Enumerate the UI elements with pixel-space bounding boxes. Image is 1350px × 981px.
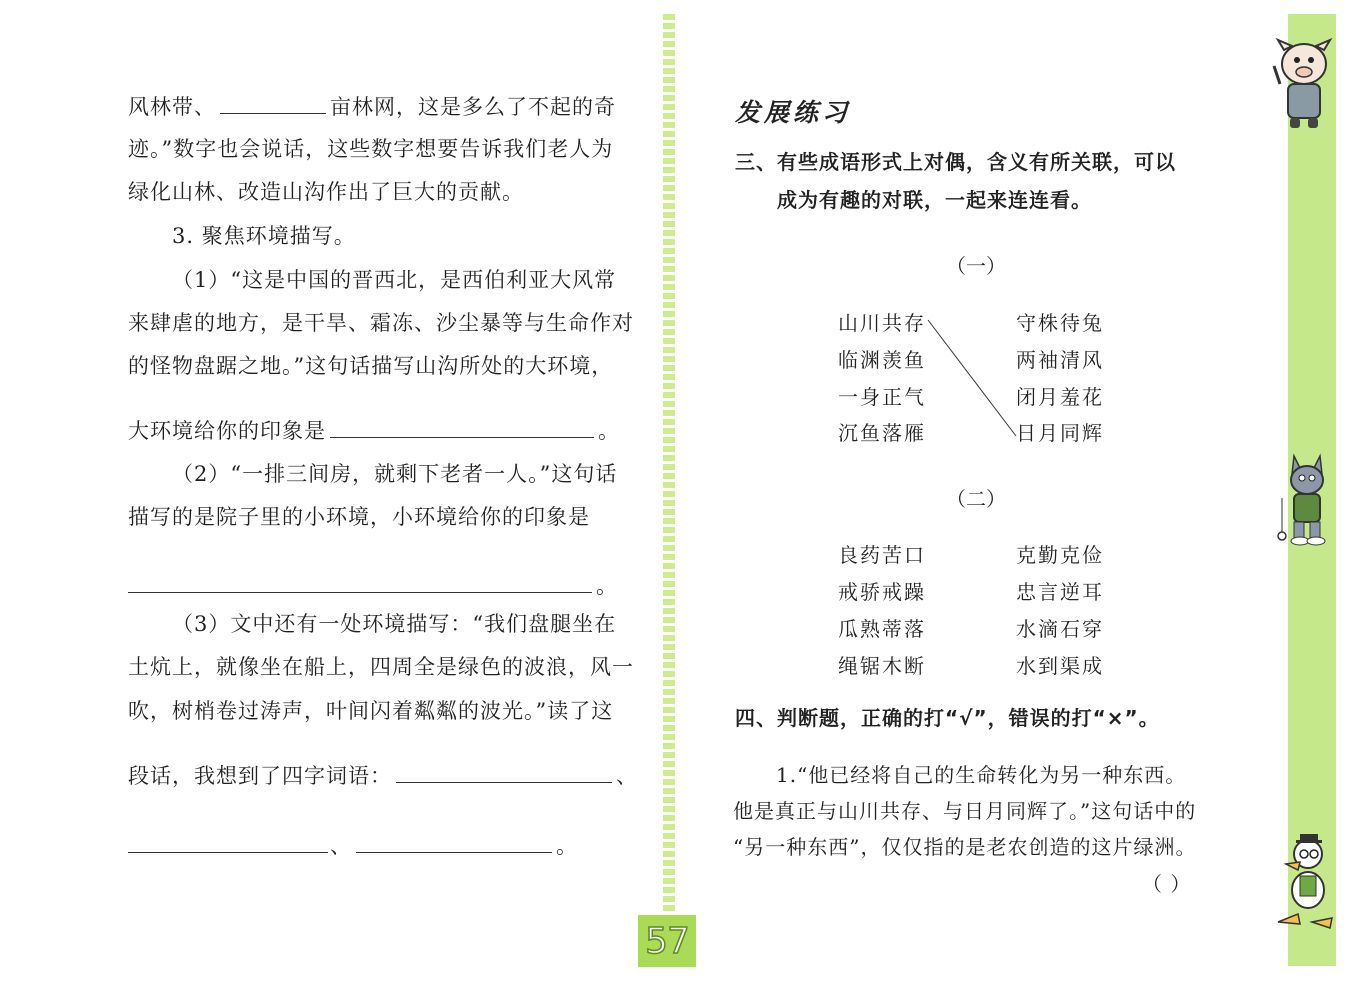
section-heading: 发展练习	[735, 98, 852, 127]
question-3-line-2: 成为有趣的对联，一起来连连看。	[777, 188, 1092, 212]
page-number: 57	[645, 920, 689, 962]
idiom-right[interactable]: 守株待兔	[1016, 311, 1104, 335]
left-line-14: 吹，树梢卷过涛声，叶间闪着粼粼的波光。”读了这	[128, 699, 614, 723]
left-line-10: 描写的是院子里的小环境，小环境给你的印象是	[128, 505, 590, 529]
idiom-right[interactable]: 忠言逆耳	[1016, 580, 1104, 604]
group-1-label: （一）	[946, 254, 1006, 278]
idiom-left[interactable]: 戒骄戒躁	[838, 580, 926, 604]
left-item-3-heading: 3. 聚焦环境描写。	[172, 224, 356, 248]
left-line-11: 。	[128, 570, 618, 601]
idiom-left[interactable]: 绳锯木断	[838, 654, 926, 678]
wolf-yoyo-mascot-icon	[1274, 448, 1340, 548]
idiom-left[interactable]: 一身正气	[838, 385, 926, 409]
judge-item-1-line-1: 1.“他已经将自己的生命转化为另一种东西。	[776, 763, 1187, 787]
answer-bracket[interactable]: （ ）	[1142, 872, 1192, 896]
idiom-left[interactable]: 沉鱼落雁	[838, 421, 926, 445]
group-2-label: （二）	[946, 487, 1006, 511]
left-line-7: 的怪物盘踞之地。”这句话描写山沟所处的大环境，	[128, 354, 614, 378]
page-number-box	[638, 915, 696, 967]
left-line-13: 土炕上，就像坐在船上，四周全是绿色的波浪，风一	[128, 655, 634, 679]
judge-item-1-line-3: “另一种东西”，仅仅指的是老农创造的这片绿洲。	[733, 835, 1197, 859]
left-line-12: （3）文中还有一处环境描写：“我们盘腿坐在	[172, 612, 617, 636]
judge-item-1-line-2: 他是真正与山川共存、与日月同辉了。”这句话中的	[733, 799, 1197, 823]
left-line-1: 风林带、 亩林网，这是多么了不起的奇	[128, 91, 616, 122]
left-line-6: 来肆虐的地方，是干旱、霜冻、沙尘暴等与生命作对	[128, 311, 634, 335]
idiom-right[interactable]: 两袖清风	[1016, 348, 1104, 372]
left-line-5: （1）“这是中国的晋西北，是西伯利亚大风常	[172, 268, 617, 292]
question-3-line-1: 三、有些成语形式上对偶，含义有所关联，可以	[735, 150, 1176, 174]
idiom-right[interactable]: 水滴石穿	[1016, 617, 1104, 641]
idiom-left[interactable]: 临渊羡鱼	[838, 348, 926, 372]
pig-mascot-icon	[1268, 36, 1340, 132]
question-4-heading: 四、判断题，正确的打“√”，错误的打“×”。	[735, 706, 1160, 730]
left-line-9: （2）“一排三间房，就剩下老者一人。”这句话	[172, 462, 618, 486]
idiom-right[interactable]: 闭月羞花	[1016, 385, 1104, 409]
idiom-right[interactable]: 水到渠成	[1016, 654, 1104, 678]
left-line-15: 段话，我想到了四字词语： 、	[128, 760, 638, 791]
left-line-8: 大环境给你的印象是 。	[128, 415, 620, 446]
left-line-2: 迹。”数字也会说话，这些数字想要告诉我们老人为	[128, 137, 614, 161]
left-line-16: 、 。	[128, 830, 578, 861]
idiom-left[interactable]: 良药苦口	[838, 543, 926, 567]
idiom-left[interactable]: 山川共存	[838, 311, 926, 335]
idiom-right[interactable]: 克勤克俭	[1016, 543, 1104, 567]
duck-mascot-icon	[1272, 830, 1340, 934]
left-line-3: 绿化山林、改造山沟作出了巨大的贡献。	[128, 180, 524, 204]
idiom-right[interactable]: 日月同辉	[1016, 421, 1104, 445]
idiom-left[interactable]: 瓜熟蒂落	[838, 617, 926, 641]
